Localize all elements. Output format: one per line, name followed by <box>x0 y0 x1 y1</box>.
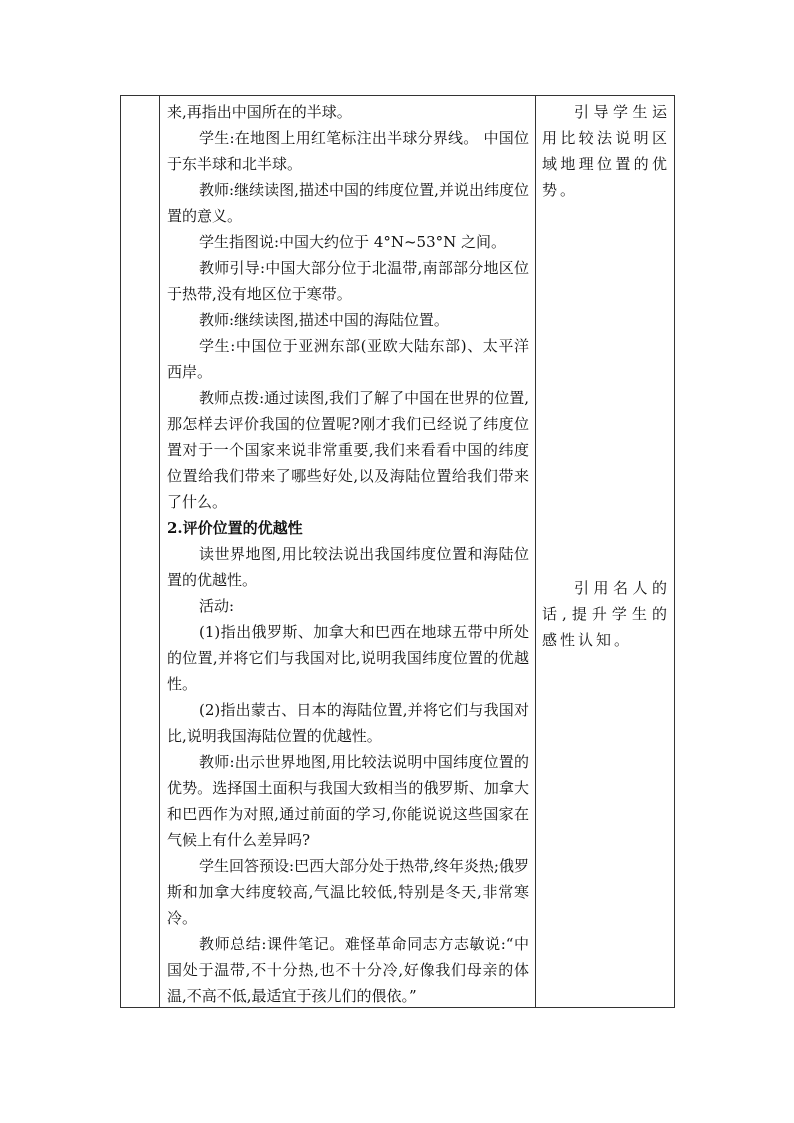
paragraph-student-latitude: 学生指图说:中国大约位于 4°N~53°N 之间。 <box>199 233 507 251</box>
paragraph-read-map: 读世界地图,用比较法说出我国纬度位置和海陆位置的优越性。 <box>167 545 529 589</box>
paragraph-teacher-world-map: 教师:出示世界地图,用比较法说明中国纬度位置的优势。选择国土面积与我国大致相当的俄罗斯、加拿大和巴西作为对照,通过前面的学习,你能说说这些国家在气候上有什么差异吗? <box>167 753 529 849</box>
column-divider-left <box>159 96 160 1007</box>
design-note-2: 引用名人的话,提升学生的感性认知。 <box>542 579 670 649</box>
paragraph-student-sea-land: 学生:中国位于亚洲东部(亚欧大陆东部)、太平洋西岸。 <box>167 337 529 381</box>
paragraph-activity-2: (2)指出蒙古、日本的海陆位置,并将它们与我国对比,说明我国海陆位置的优越性。 <box>167 701 529 745</box>
paragraph-activity-1: (1)指出俄罗斯、加拿大和巴西在地球五带中所处的位置,并将它们与我国对比,说明我国纬度位置的优越性。 <box>167 623 529 693</box>
design-intent-column <box>542 99 670 653</box>
paragraph-continuation: 来,再指出中国所在的半球。 <box>167 103 352 121</box>
column-divider-right <box>535 96 536 1007</box>
paragraph-student-answer: 学生回答预设:巴西大部分处于热带,终年炎热;俄罗斯和加拿大纬度较高,气温比较低,特别是冬天,非常寒冷。 <box>167 857 529 927</box>
design-note-1: 引导学生运用比较法说明区域地理位置的优势。 <box>542 103 670 199</box>
paragraph-teacher-guide: 教师引导:中国大部分位于北温带,南部部分地区位于热带,没有地区位于寒带。 <box>167 259 529 303</box>
section-heading: 2.评价位置的优越性 <box>167 519 303 537</box>
paragraph-teacher-latitude: 教师:继续读图,描述中国的纬度位置,并说出纬度位置的意义。 <box>167 181 529 225</box>
paragraph-activity-label: 活动: <box>199 597 235 615</box>
paragraph-student-hemisphere: 学生:在地图上用红笔标注出半球分界线。 中国位于东半球和北半球。 <box>167 129 529 173</box>
paragraph-teacher-conclusion: 教师总结:课件笔记。难怪革命同志方志敏说:“中国处于温带,不十分热,也不十分冷,好像我们母亲的体温,不高不低,最适宜于孩儿们的偎依。” <box>167 935 529 1005</box>
teaching-process-column <box>167 99 529 1009</box>
lesson-table <box>120 95 675 1008</box>
paragraph-teacher-summary: 教师点拨:通过读图,我们了解了中国在世界的位置,那怎样去评价我国的位置呢?刚才我们已经说了纬度位置对于一个国家来说非常重要,我们来看看中国的纬度位置给我们带来了哪些好处,以及海陆位置给我们带来了什么。 <box>167 389 529 511</box>
paragraph-teacher-sea-land: 教师:继续读图,描述中国的海陆位置。 <box>199 311 449 329</box>
